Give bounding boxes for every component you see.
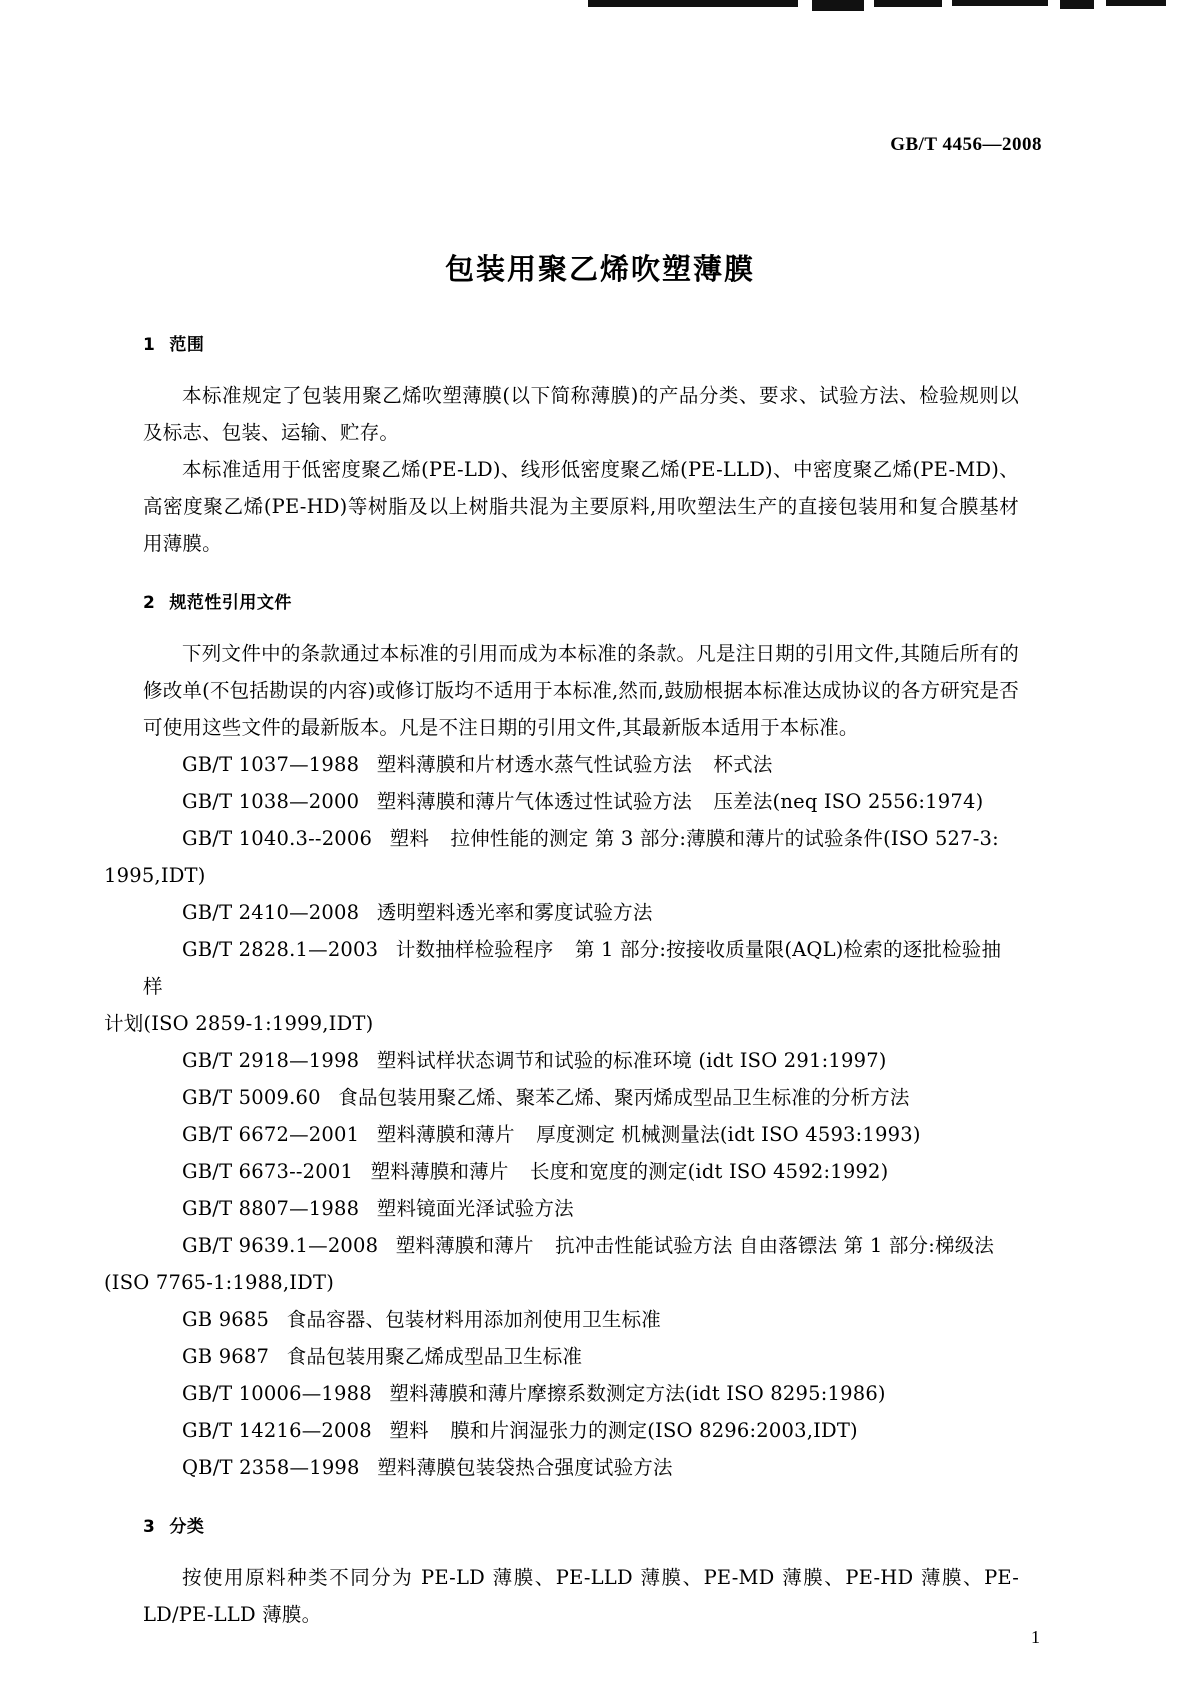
reference-extra: 膜和片润湿张力的测定(ISO 8296:2003,IDT) <box>450 1419 858 1442</box>
reference-title: 透明塑料透光率和雾度试验方法 <box>376 901 653 924</box>
reference-title: 塑料薄膜和薄片 <box>370 1160 509 1183</box>
reference-item <box>143 1301 1019 1338</box>
reference-overflow: (ISO 7765-1:1988,IDT) <box>104 1271 335 1294</box>
reference-code: GB/T 2918—1998 <box>182 1049 360 1072</box>
reference-item <box>143 783 1019 820</box>
reference-code: GB/T 6672—2001 <box>182 1123 360 1146</box>
clause-heading-2 <box>143 588 1019 613</box>
reference-code: GB/T 8807—1988 <box>182 1197 360 1220</box>
classification-paragraph-1: 按使用原料种类不同分为 PE-LD 薄膜、PE-LLD 薄膜、PE-MD 薄膜、PE-HD 薄膜、PE-LD/PE-LLD 薄膜。 <box>143 1566 1019 1626</box>
reference-extra: 第 1 部分:按接收质量限(AQL)检索的逐批检验抽样 <box>143 938 1002 998</box>
reference-item <box>104 931 1019 1042</box>
reference-item <box>104 1227 1019 1301</box>
reference-title: 食品包装用聚乙烯、聚苯乙烯、聚丙烯成型品卫生标准的分析方法 <box>338 1086 910 1109</box>
clause-number-3: 3 <box>143 1517 156 1537</box>
reference-code: GB/T 5009.60 <box>182 1086 321 1109</box>
reference-item <box>143 1190 1019 1227</box>
normative-references-intro: 下列文件中的条款通过本标准的引用而成为本标准的条款。凡是注日期的引用文件,其随后所有的修改单(不包括勘误的内容)或修订版均不适用于本标准,然而,鼓励根据本标准达成协议的各方研究是否可使用这些文件的最新版本。凡是不注日期的引用文件,其最新版本适用于本标准。 <box>143 642 1019 739</box>
reference-title: 塑料薄膜和薄片 <box>395 1234 534 1257</box>
reference-item <box>143 894 1019 931</box>
clause-heading-3 <box>143 1512 1019 1537</box>
reference-overflow: 1995,IDT) <box>104 864 206 887</box>
reference-code: GB/T 1040.3--2006 <box>182 827 373 850</box>
reference-item <box>104 820 1019 894</box>
reference-title: 塑料薄膜和片材透水蒸气性试验方法 <box>376 753 692 776</box>
clause-title-2: 规范性引用文件 <box>169 593 292 613</box>
reference-extra: 拉伸性能的测定 第 3 部分:薄膜和薄片的试验条件(ISO 527-3: <box>450 827 999 850</box>
document-body <box>104 330 1019 1633</box>
clause-title-3: 分类 <box>169 1517 205 1537</box>
reference-extra: 长度和宽度的测定(idt ISO 4592:1992) <box>530 1160 889 1183</box>
reference-code: GB/T 14216—2008 <box>182 1419 372 1442</box>
clause-heading-1 <box>143 330 1019 355</box>
clause-title-1: 范围 <box>169 335 205 355</box>
reference-item <box>143 1412 1019 1449</box>
scan-edge-artifacts <box>0 0 1200 14</box>
reference-code: GB/T 2828.1—2003 <box>182 938 379 961</box>
reference-code: GB/T 10006—1988 <box>182 1382 372 1405</box>
reference-item <box>143 1116 1019 1153</box>
reference-item <box>143 746 1019 783</box>
reference-title: 塑料 <box>389 1419 429 1442</box>
reference-code: GB/T 2410—2008 <box>182 901 360 924</box>
clause-number-2: 2 <box>143 593 156 613</box>
reference-title: 塑料薄膜和薄片气体透过性试验方法 <box>376 790 692 813</box>
running-header-standard-code: GB/T 4456—2008 <box>890 134 1042 155</box>
reference-title: 计数抽样检验程序 <box>395 938 554 961</box>
reference-item <box>143 1079 1019 1116</box>
reference-extra: 杯式法 <box>713 753 773 776</box>
reference-title: 塑料试样状态调节和试验的标准环境 (idt ISO 291:1997) <box>376 1049 887 1072</box>
reference-title: 塑料薄膜和薄片摩擦系数测定方法(idt ISO 8295:1986) <box>389 1382 886 1405</box>
reference-title: 食品包装用聚乙烯成型品卫生标准 <box>286 1345 583 1368</box>
scope-paragraph-2: 本标准适用于低密度聚乙烯(PE-LD)、线形低密度聚乙烯(PE-LLD)、中密度聚乙烯(PE-MD)、高密度聚乙烯(PE-HD)等树脂及以上树脂共混为主要原料,用吹塑法生产的直接包装用和复合膜基材用薄膜。 <box>143 458 1019 555</box>
reference-code: GB 9685 <box>182 1308 270 1331</box>
reference-title: 塑料薄膜和薄片 <box>376 1123 515 1146</box>
footer-page-number: 1 <box>1031 1627 1040 1647</box>
reference-item <box>143 1153 1019 1190</box>
reference-item <box>143 1042 1019 1079</box>
reference-extra: 厚度测定 机械测量法(idt ISO 4593:1993) <box>536 1123 921 1146</box>
clause-number-1: 1 <box>143 335 156 355</box>
reference-item <box>143 1338 1019 1375</box>
reference-extra: 压差法(neq ISO 2556:1974) <box>713 790 984 813</box>
reference-code: GB/T 1037—1988 <box>182 753 360 776</box>
reference-title: 塑料 <box>389 827 430 850</box>
reference-code: GB/T 9639.1—2008 <box>182 1234 379 1257</box>
reference-title: 食品容器、包装材料用添加剂使用卫生标准 <box>286 1308 661 1331</box>
reference-code: GB/T 1038—2000 <box>182 790 360 813</box>
reference-item <box>143 1449 1019 1486</box>
reference-item <box>143 1375 1019 1412</box>
reference-extra: 抗冲击性能试验方法 自由落镖法 第 1 部分:梯级法 <box>555 1234 995 1257</box>
page-title: 包装用聚乙烯吹塑薄膜 <box>444 252 755 287</box>
reference-title: 塑料薄膜包装袋热合强度试验方法 <box>377 1456 673 1479</box>
scope-paragraph-1: 本标准规定了包装用聚乙烯吹塑薄膜(以下简称薄膜)的产品分类、要求、试验方法、检验规则以及标志、包装、运输、贮存。 <box>143 384 1019 444</box>
reference-overflow: 计划(ISO 2859-1:1999,IDT) <box>104 1012 374 1035</box>
reference-code: GB 9687 <box>182 1345 270 1368</box>
reference-code: QB/T 2358—1998 <box>182 1456 360 1479</box>
reference-title: 塑料镜面光泽试验方法 <box>376 1197 574 1220</box>
reference-code: GB/T 6673--2001 <box>182 1160 354 1183</box>
